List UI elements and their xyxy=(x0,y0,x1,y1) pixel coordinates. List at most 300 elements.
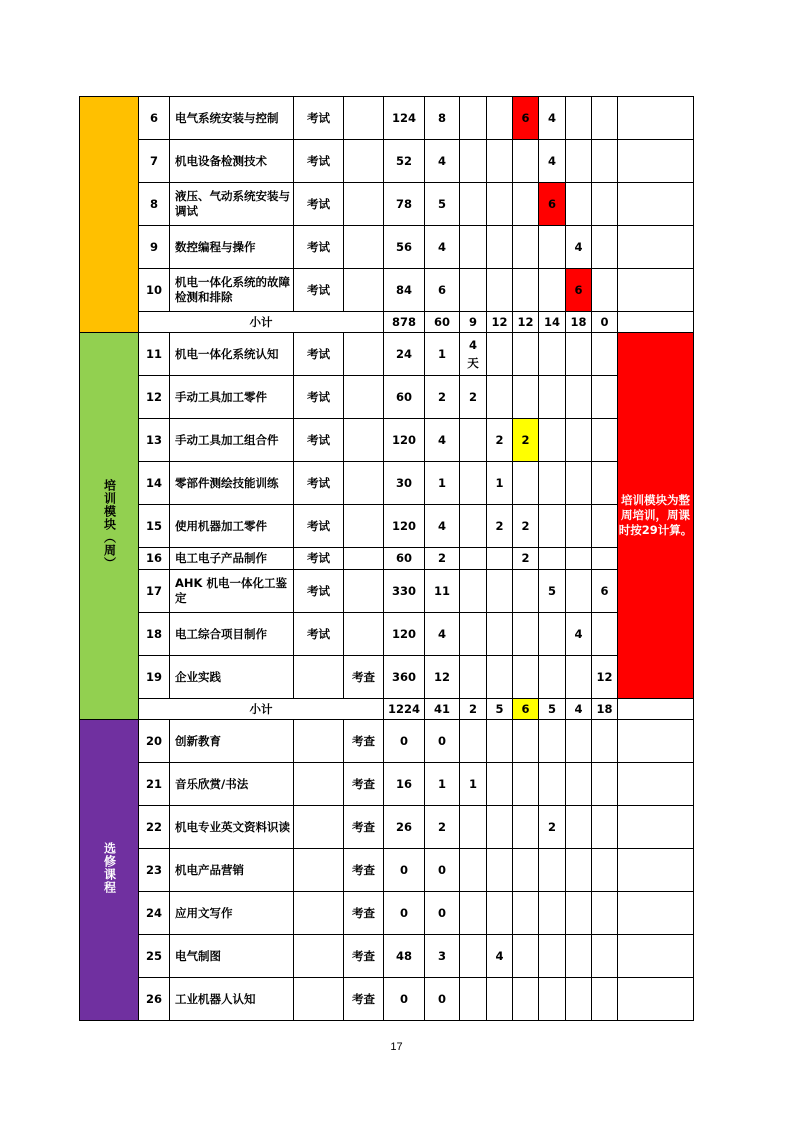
check-type xyxy=(344,140,384,183)
semester-1 xyxy=(460,548,487,570)
semester-6 xyxy=(592,462,618,505)
semester-1 xyxy=(460,720,487,763)
semester-2 xyxy=(487,849,513,892)
semester-3 xyxy=(513,140,539,183)
subtotal-s4: 14 xyxy=(539,312,566,333)
table-row xyxy=(80,570,694,613)
semester-2: 2 xyxy=(487,419,513,462)
table-row xyxy=(80,806,694,849)
check-type: 考查 xyxy=(344,656,384,699)
subtotal-s1: 2 xyxy=(460,699,487,720)
credits: 5 xyxy=(425,183,460,226)
semester-3 xyxy=(513,978,539,1021)
semester-1 xyxy=(460,140,487,183)
check-type: 考查 xyxy=(344,892,384,935)
subtotal-credits: 41 xyxy=(425,699,460,720)
semester-4 xyxy=(539,333,566,376)
exam-type: 考试 xyxy=(294,140,344,183)
course-name: 数控编程与操作 xyxy=(170,226,294,269)
total-hours: 24 xyxy=(384,333,425,376)
semester-4: 5 xyxy=(539,570,566,613)
table-row xyxy=(80,849,694,892)
semester-6 xyxy=(592,763,618,806)
course-plan-table xyxy=(79,96,694,1021)
course-name: 企业实践 xyxy=(170,656,294,699)
semester-6 xyxy=(592,806,618,849)
remarks-cell xyxy=(618,699,694,720)
table-row xyxy=(80,97,694,140)
semester-6 xyxy=(592,97,618,140)
credits: 4 xyxy=(425,419,460,462)
semester-2 xyxy=(487,183,513,226)
semester-3 xyxy=(513,806,539,849)
check-type xyxy=(344,548,384,570)
credits: 2 xyxy=(425,376,460,419)
table-row xyxy=(80,505,694,548)
semester-1 xyxy=(460,656,487,699)
check-type xyxy=(344,97,384,140)
semester-6 xyxy=(592,376,618,419)
semester-4 xyxy=(539,656,566,699)
credits: 2 xyxy=(425,548,460,570)
semester-1: 1 xyxy=(460,763,487,806)
semester-3: 6 xyxy=(513,97,539,140)
course-no: 7 xyxy=(139,140,170,183)
credits: 1 xyxy=(425,763,460,806)
semester-2: 2 xyxy=(487,505,513,548)
semester-6 xyxy=(592,978,618,1021)
course-no: 14 xyxy=(139,462,170,505)
semester-1 xyxy=(460,505,487,548)
course-name: 手动工具加工组合件 xyxy=(170,419,294,462)
check-type: 考查 xyxy=(344,806,384,849)
exam-type: 考试 xyxy=(294,462,344,505)
semester-2 xyxy=(487,720,513,763)
semester-1 xyxy=(460,419,487,462)
semester-4 xyxy=(539,763,566,806)
course-name: 使用机器加工零件 xyxy=(170,505,294,548)
exam-type xyxy=(294,763,344,806)
remarks-cell xyxy=(618,935,694,978)
semester-5 xyxy=(566,505,592,548)
credits: 4 xyxy=(425,505,460,548)
subtotal-hours: 878 xyxy=(384,312,425,333)
semester-4 xyxy=(539,849,566,892)
subtotal-s2: 5 xyxy=(487,699,513,720)
semester-5 xyxy=(566,333,592,376)
semester-2 xyxy=(487,226,513,269)
subtotal-s5: 4 xyxy=(566,699,592,720)
remarks-cell xyxy=(618,892,694,935)
exam-type: 考试 xyxy=(294,376,344,419)
semester-1: 2 xyxy=(460,376,487,419)
credits: 0 xyxy=(425,849,460,892)
semester-5: 4 xyxy=(566,613,592,656)
semester-2: 1 xyxy=(487,462,513,505)
semester-2 xyxy=(487,140,513,183)
exam-type: 考试 xyxy=(294,613,344,656)
semester-3 xyxy=(513,376,539,419)
credits: 4 xyxy=(425,140,460,183)
semester-3 xyxy=(513,462,539,505)
total-hours: 330 xyxy=(384,570,425,613)
table-row xyxy=(80,376,694,419)
semester-4: 4 xyxy=(539,140,566,183)
course-name: 手动工具加工零件 xyxy=(170,376,294,419)
semester-5: 4 xyxy=(566,226,592,269)
course-no: 17 xyxy=(139,570,170,613)
semester-5 xyxy=(566,935,592,978)
semester-2 xyxy=(487,656,513,699)
semester-4 xyxy=(539,720,566,763)
semester-6: 6 xyxy=(592,570,618,613)
semester-2 xyxy=(487,333,513,376)
total-hours: 124 xyxy=(384,97,425,140)
semester-3 xyxy=(513,269,539,312)
semester-4 xyxy=(539,505,566,548)
total-hours: 52 xyxy=(384,140,425,183)
semester-1-value: 4天 xyxy=(467,338,479,370)
semester-6 xyxy=(592,226,618,269)
semester-3: 2 xyxy=(513,505,539,548)
semester-3 xyxy=(513,849,539,892)
exam-type: 考试 xyxy=(294,419,344,462)
semester-4: 4 xyxy=(539,97,566,140)
course-no: 20 xyxy=(139,720,170,763)
course-no: 6 xyxy=(139,97,170,140)
total-hours: 84 xyxy=(384,269,425,312)
table-row xyxy=(80,226,694,269)
course-name: 电气系统安装与控制 xyxy=(170,97,294,140)
semester-6 xyxy=(592,849,618,892)
table-row xyxy=(80,333,694,376)
exam-type xyxy=(294,849,344,892)
course-name: 创新教育 xyxy=(170,720,294,763)
total-hours: 16 xyxy=(384,763,425,806)
subtotal-s3: 6 xyxy=(513,699,539,720)
course-name: 应用文写作 xyxy=(170,892,294,935)
semester-1 xyxy=(460,935,487,978)
semester-1 xyxy=(460,226,487,269)
remarks-cell xyxy=(618,763,694,806)
total-hours: 78 xyxy=(384,183,425,226)
semester-3 xyxy=(513,892,539,935)
semester-2 xyxy=(487,806,513,849)
category-cell-elective: 选修课程 xyxy=(80,720,139,1021)
total-hours: 26 xyxy=(384,806,425,849)
course-no: 8 xyxy=(139,183,170,226)
semester-4 xyxy=(539,269,566,312)
exam-type: 考试 xyxy=(294,570,344,613)
exam-type xyxy=(294,656,344,699)
semester-1 xyxy=(460,570,487,613)
semester-4 xyxy=(539,613,566,656)
semester-5 xyxy=(566,376,592,419)
semester-3 xyxy=(513,656,539,699)
table-row xyxy=(80,183,694,226)
course-no: 18 xyxy=(139,613,170,656)
remarks-cell xyxy=(618,978,694,1021)
semester-4 xyxy=(539,226,566,269)
semester-3 xyxy=(513,183,539,226)
semester-2 xyxy=(487,763,513,806)
remarks-cell xyxy=(618,312,694,333)
semester-4: 6 xyxy=(539,183,566,226)
course-name: 机电设备检测技术 xyxy=(170,140,294,183)
check-type xyxy=(344,462,384,505)
category-cell-training: 培训模块（周） xyxy=(80,333,139,720)
semester-4 xyxy=(539,376,566,419)
semester-2 xyxy=(487,613,513,656)
course-name: 零部件测绘技能训练 xyxy=(170,462,294,505)
remarks-cell xyxy=(618,849,694,892)
semester-5 xyxy=(566,140,592,183)
training-note-text: 培训模块为整周培训，周课时按29计算。 xyxy=(618,493,693,537)
semester-6 xyxy=(592,613,618,656)
course-name: 机电一体化系统的故障检测和排除 xyxy=(170,269,294,312)
semester-2 xyxy=(487,548,513,570)
semester-6 xyxy=(592,892,618,935)
credits: 8 xyxy=(425,97,460,140)
credits: 11 xyxy=(425,570,460,613)
check-type: 考查 xyxy=(344,978,384,1021)
semester-6 xyxy=(592,333,618,376)
semester-5 xyxy=(566,656,592,699)
exam-type: 考试 xyxy=(294,505,344,548)
table-row xyxy=(80,892,694,935)
subtotal-row xyxy=(80,312,694,333)
total-hours: 0 xyxy=(384,849,425,892)
check-type xyxy=(344,269,384,312)
check-type: 考查 xyxy=(344,935,384,978)
exam-type: 考试 xyxy=(294,226,344,269)
course-no: 11 xyxy=(139,333,170,376)
total-hours: 120 xyxy=(384,613,425,656)
semester-3: 2 xyxy=(513,419,539,462)
course-name: 机电专业英文资料识读 xyxy=(170,806,294,849)
course-no: 13 xyxy=(139,419,170,462)
semester-4 xyxy=(539,462,566,505)
exam-type xyxy=(294,892,344,935)
remarks-cell xyxy=(618,806,694,849)
semester-3 xyxy=(513,570,539,613)
course-no: 23 xyxy=(139,849,170,892)
exam-type xyxy=(294,978,344,1021)
check-type xyxy=(344,613,384,656)
semester-5 xyxy=(566,183,592,226)
course-no: 16 xyxy=(139,548,170,570)
course-name: 电工电子产品制作 xyxy=(170,548,294,570)
table-row xyxy=(80,419,694,462)
semester-3: 2 xyxy=(513,548,539,570)
credits: 3 xyxy=(425,935,460,978)
total-hours: 60 xyxy=(384,548,425,570)
semester-3 xyxy=(513,935,539,978)
course-name: AHK 机电一体化工鉴定 xyxy=(170,570,294,613)
table-row xyxy=(80,462,694,505)
subtotal-hours: 1224 xyxy=(384,699,425,720)
semester-2 xyxy=(487,570,513,613)
semester-6 xyxy=(592,140,618,183)
credits: 2 xyxy=(425,806,460,849)
credits: 0 xyxy=(425,978,460,1021)
semester-5 xyxy=(566,97,592,140)
semester-1 xyxy=(460,462,487,505)
subtotal-label: 小计 xyxy=(139,699,384,720)
course-name: 液压、气动系统安装与调试 xyxy=(170,183,294,226)
table-row xyxy=(80,548,694,570)
total-hours: 120 xyxy=(384,419,425,462)
exam-type xyxy=(294,720,344,763)
credits: 0 xyxy=(425,892,460,935)
credits: 1 xyxy=(425,333,460,376)
exam-type xyxy=(294,935,344,978)
course-no: 9 xyxy=(139,226,170,269)
semester-4 xyxy=(539,935,566,978)
semester-3 xyxy=(513,763,539,806)
total-hours: 120 xyxy=(384,505,425,548)
category-cell-core xyxy=(80,97,139,333)
subtotal-label: 小计 xyxy=(139,312,384,333)
exam-type xyxy=(294,806,344,849)
course-name: 工业机器人认知 xyxy=(170,978,294,1021)
semester-2 xyxy=(487,978,513,1021)
subtotal-s1: 9 xyxy=(460,312,487,333)
credits: 1 xyxy=(425,462,460,505)
semester-5 xyxy=(566,462,592,505)
subtotal-s4: 5 xyxy=(539,699,566,720)
semester-1 xyxy=(460,613,487,656)
semester-1 xyxy=(460,269,487,312)
exam-type: 考试 xyxy=(294,269,344,312)
remarks-cell xyxy=(618,183,694,226)
course-name: 电气制图 xyxy=(170,935,294,978)
table-row xyxy=(80,720,694,763)
remarks-cell xyxy=(618,226,694,269)
training-note xyxy=(618,333,694,699)
semester-6 xyxy=(592,935,618,978)
course-no: 21 xyxy=(139,763,170,806)
semester-1 xyxy=(460,849,487,892)
credits: 0 xyxy=(425,720,460,763)
course-no: 22 xyxy=(139,806,170,849)
remarks-cell xyxy=(618,269,694,312)
total-hours: 0 xyxy=(384,892,425,935)
semester-5 xyxy=(566,849,592,892)
semester-6: 12 xyxy=(592,656,618,699)
semester-5 xyxy=(566,720,592,763)
semester-5 xyxy=(566,978,592,1021)
semester-2: 4 xyxy=(487,935,513,978)
check-type: 考查 xyxy=(344,720,384,763)
semester-6 xyxy=(592,419,618,462)
semester-2 xyxy=(487,97,513,140)
course-name: 音乐欣赏/书法 xyxy=(170,763,294,806)
total-hours: 60 xyxy=(384,376,425,419)
check-type: 考查 xyxy=(344,849,384,892)
semester-1 xyxy=(460,333,487,376)
table-row xyxy=(80,763,694,806)
course-no: 15 xyxy=(139,505,170,548)
credits: 12 xyxy=(425,656,460,699)
subtotal-row xyxy=(80,699,694,720)
remarks-cell xyxy=(618,97,694,140)
semester-4 xyxy=(539,978,566,1021)
course-no: 24 xyxy=(139,892,170,935)
semester-1 xyxy=(460,892,487,935)
exam-type: 考试 xyxy=(294,97,344,140)
total-hours: 48 xyxy=(384,935,425,978)
course-name: 电工综合项目制作 xyxy=(170,613,294,656)
table-row xyxy=(80,613,694,656)
semester-5 xyxy=(566,570,592,613)
check-type xyxy=(344,333,384,376)
semester-3 xyxy=(513,226,539,269)
total-hours: 0 xyxy=(384,720,425,763)
semester-5 xyxy=(566,763,592,806)
check-type xyxy=(344,419,384,462)
total-hours: 56 xyxy=(384,226,425,269)
course-no: 25 xyxy=(139,935,170,978)
page-number: 17 xyxy=(390,1041,403,1053)
check-type xyxy=(344,183,384,226)
semester-1 xyxy=(460,806,487,849)
total-hours: 30 xyxy=(384,462,425,505)
course-no: 19 xyxy=(139,656,170,699)
check-type xyxy=(344,505,384,548)
semester-3 xyxy=(513,613,539,656)
semester-4: 2 xyxy=(539,806,566,849)
semester-6 xyxy=(592,548,618,570)
check-type: 考查 xyxy=(344,763,384,806)
semester-6 xyxy=(592,505,618,548)
semester-1 xyxy=(460,97,487,140)
exam-type: 考试 xyxy=(294,548,344,570)
semester-5 xyxy=(566,419,592,462)
semester-3 xyxy=(513,333,539,376)
semester-1 xyxy=(460,978,487,1021)
semester-4 xyxy=(539,892,566,935)
remarks-cell xyxy=(618,140,694,183)
course-no: 10 xyxy=(139,269,170,312)
credits: 4 xyxy=(425,613,460,656)
exam-type: 考试 xyxy=(294,333,344,376)
check-type xyxy=(344,226,384,269)
semester-6 xyxy=(592,183,618,226)
total-hours: 360 xyxy=(384,656,425,699)
subtotal-s3: 12 xyxy=(513,312,539,333)
subtotal-s6: 0 xyxy=(592,312,618,333)
semester-6 xyxy=(592,720,618,763)
course-no: 26 xyxy=(139,978,170,1021)
semester-4 xyxy=(539,548,566,570)
semester-3 xyxy=(513,720,539,763)
semester-5 xyxy=(566,806,592,849)
exam-type: 考试 xyxy=(294,183,344,226)
table-row xyxy=(80,269,694,312)
table-row xyxy=(80,656,694,699)
semester-4 xyxy=(539,419,566,462)
check-type xyxy=(344,376,384,419)
course-name: 机电一体化系统认知 xyxy=(170,333,294,376)
semester-2 xyxy=(487,376,513,419)
subtotal-s2: 12 xyxy=(487,312,513,333)
credits: 4 xyxy=(425,226,460,269)
table-row xyxy=(80,140,694,183)
subtotal-s5: 18 xyxy=(566,312,592,333)
credits: 6 xyxy=(425,269,460,312)
semester-5: 6 xyxy=(566,269,592,312)
